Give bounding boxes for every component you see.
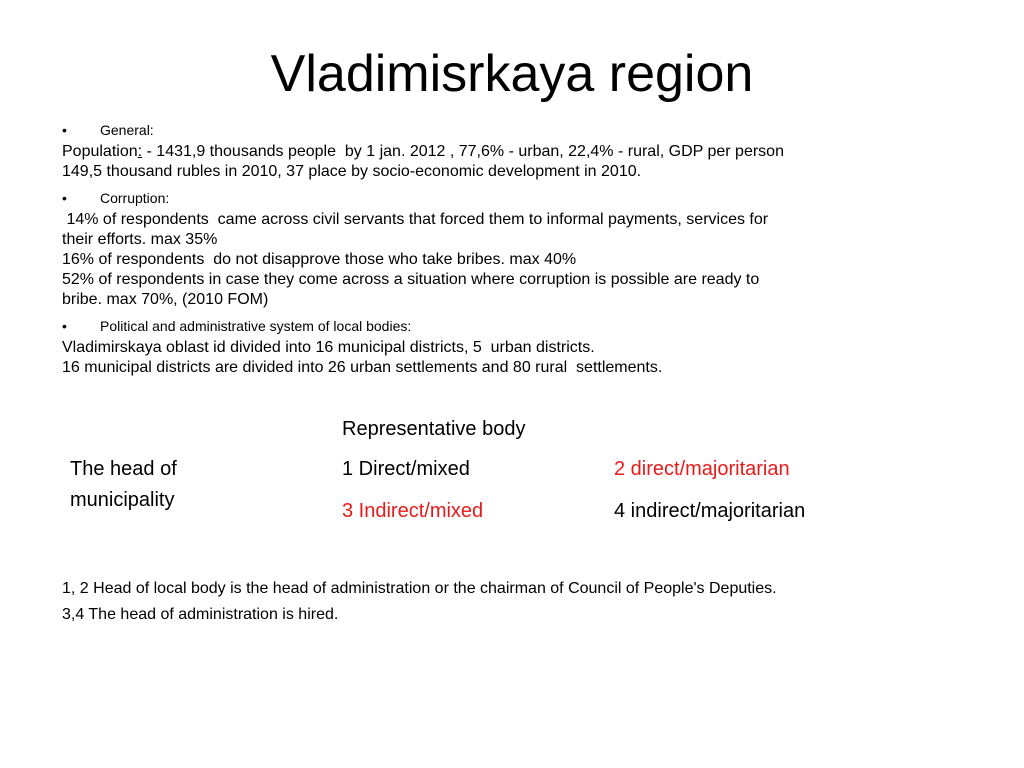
- corruption-line: 14% of respondents came across civil servants that forced them to informal payments, services for: [62, 211, 769, 228]
- corruption-line: 16% of respondents do not disapprove those who take bribes. max 40%: [62, 251, 577, 268]
- grid-cell-4: 4 indirect/majoritarian: [614, 500, 806, 522]
- bullet-icon: •: [62, 122, 67, 138]
- slide-title: Vladimisrkaya region: [270, 45, 754, 103]
- population-colon: :: [137, 143, 143, 160]
- population-label: Population: [62, 143, 138, 160]
- corruption-line: 52% of respondents in case they come across a situation where corruption is possible are ready to: [62, 271, 760, 288]
- bullet-icon: •: [62, 190, 67, 206]
- footnote-1-2: 1, 2 Head of local body is the head of administration or the chairman of Council of People's Deputies.: [62, 580, 777, 597]
- classification-grid: [70, 412, 950, 542]
- political-line: 16 municipal districts are divided into 26 urban settlements and 80 rural settlements.: [62, 359, 663, 376]
- footnotes: [62, 576, 982, 628]
- population-line-2: 149,5 thousand rubles in 2010, 37 place by socio-economic development in 2010.: [62, 163, 642, 180]
- grid-cell-2: 2 direct/majoritarian: [614, 458, 790, 480]
- paragraph-population: [62, 142, 962, 182]
- bullet-icon: •: [62, 318, 67, 334]
- grid-cell-3: 3 Indirect/mixed: [342, 500, 484, 522]
- grid-cell-1: 1 Direct/mixed: [342, 458, 470, 480]
- population-line-1: - 1431,9 thousands people by 1 jan. 2012 , 77,6% - urban, 22,4% - rural, GDP per person: [142, 143, 784, 160]
- paragraph-corruption: [62, 210, 962, 310]
- content-body: [62, 120, 962, 384]
- bullet-heading-political-system: Political and administrative system of local bodies:: [100, 318, 412, 334]
- bullet-corruption: [62, 188, 962, 208]
- paragraph-political-system: [62, 338, 962, 378]
- bullet-heading-general: General:: [100, 122, 154, 138]
- corruption-line: bribe. max 70%, (2010 FOM): [62, 291, 269, 308]
- bullet-political-system: [62, 316, 962, 336]
- corruption-line: their efforts. max 35%: [62, 231, 218, 248]
- grid-column-header: Representative body: [342, 418, 526, 440]
- footnote-3-4: 3,4 The head of administration is hired.: [62, 606, 339, 623]
- bullet-heading-corruption: Corruption:: [100, 190, 170, 206]
- political-line: Vladimirskaya oblast id divided into 16 municipal districts, 5 urban districts.: [62, 339, 595, 356]
- grid-row-header: The head of municipality: [70, 458, 177, 511]
- bullet-general: [62, 120, 962, 140]
